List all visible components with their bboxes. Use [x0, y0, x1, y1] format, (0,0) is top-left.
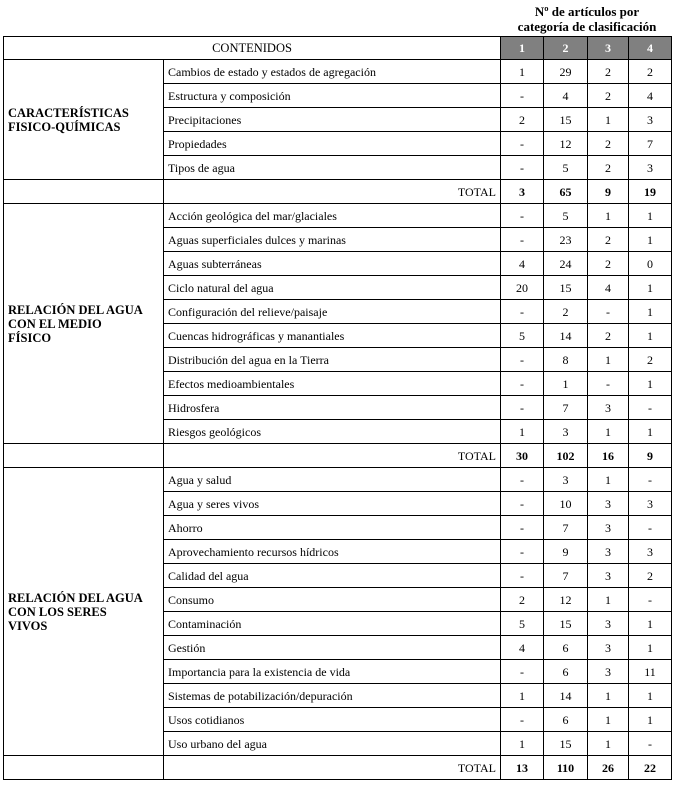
count-cell-col-4: - [629, 516, 672, 540]
section-title-line: RELACIÓN DEL AGUA [8, 302, 143, 317]
count-cell-col-2: 3 [544, 420, 588, 444]
section-title-line: RELACIÓN DEL AGUA [8, 590, 143, 605]
count-cell-col-2: 12 [544, 588, 588, 612]
count-cell-col-1: - [501, 540, 544, 564]
total-cell-col-4: 9 [629, 444, 672, 468]
total-cell-col-3: 9 [588, 180, 629, 204]
count-cell-col-2: 6 [544, 708, 588, 732]
content-label: Hidrosfera [164, 396, 501, 420]
count-cell-col-1: 1 [501, 420, 544, 444]
count-cell-col-1: - [501, 348, 544, 372]
total-blank-cell [4, 756, 164, 780]
content-label: Distribución del agua en la Tierra [164, 348, 501, 372]
count-cell-col-2: 15 [544, 612, 588, 636]
count-cell-col-4: 1 [629, 372, 672, 396]
section-title-line: CON LOS SERES [8, 604, 107, 619]
count-cell-col-1: - [501, 492, 544, 516]
count-cell-col-2: 7 [544, 396, 588, 420]
content-label: Cuencas hidrográficas y manantiales [164, 324, 501, 348]
count-cell-col-1: - [501, 228, 544, 252]
count-cell-col-2: 12 [544, 132, 588, 156]
count-cell-col-3: 2 [588, 132, 629, 156]
count-cell-col-1: 4 [501, 252, 544, 276]
count-cell-col-3: 3 [588, 396, 629, 420]
count-cell-col-2: 23 [544, 228, 588, 252]
count-cell-col-4: 3 [629, 492, 672, 516]
count-cell-col-4: 1 [629, 324, 672, 348]
content-label: Sistemas de potabilización/depuración [164, 684, 501, 708]
total-row [4, 444, 672, 468]
count-cell-col-4: - [629, 396, 672, 420]
total-cell-col-1: 13 [501, 756, 544, 780]
content-label: Consumo [164, 588, 501, 612]
total-cell-col-2: 102 [544, 444, 588, 468]
section-title-line: VIVOS [8, 618, 48, 633]
count-cell-col-2: 5 [544, 204, 588, 228]
content-label: Efectos medioambientales [164, 372, 501, 396]
column-header-3: 3 [588, 37, 629, 60]
count-cell-col-3: 1 [588, 684, 629, 708]
content-label: Aguas subterráneas [164, 252, 501, 276]
count-cell-col-3: 4 [588, 276, 629, 300]
count-cell-col-4: 1 [629, 708, 672, 732]
table-caption [502, 4, 672, 34]
count-cell-col-1: - [501, 132, 544, 156]
count-cell-col-1: 5 [501, 324, 544, 348]
section-title-line: CON EL MEDIO [8, 316, 102, 331]
total-cell-col-1: 30 [501, 444, 544, 468]
count-cell-col-3: 2 [588, 60, 629, 84]
total-label: TOTAL [164, 444, 501, 468]
count-cell-col-1: - [501, 564, 544, 588]
count-cell-col-2: 6 [544, 660, 588, 684]
section-title [4, 60, 164, 180]
content-label: Acción geológica del mar/glaciales [164, 204, 501, 228]
content-label: Aguas superficiales dulces y marinas [164, 228, 501, 252]
count-cell-col-1: 1 [501, 60, 544, 84]
count-cell-col-3: 1 [588, 468, 629, 492]
content-label: Agua y salud [164, 468, 501, 492]
count-cell-col-1: 5 [501, 612, 544, 636]
count-cell-col-2: 2 [544, 300, 588, 324]
count-cell-col-4: 1 [629, 276, 672, 300]
content-label: Precipitaciones [164, 108, 501, 132]
count-cell-col-4: 1 [629, 228, 672, 252]
count-cell-col-2: 7 [544, 516, 588, 540]
count-cell-col-3: 1 [588, 348, 629, 372]
count-cell-col-2: 5 [544, 156, 588, 180]
count-cell-col-4: 3 [629, 156, 672, 180]
total-row [4, 756, 672, 780]
column-header-2: 2 [544, 37, 588, 60]
count-cell-col-2: 6 [544, 636, 588, 660]
total-cell-col-4: 19 [629, 180, 672, 204]
count-cell-col-3: 1 [588, 108, 629, 132]
content-label: Estructura y composición [164, 84, 501, 108]
total-cell-col-3: 16 [588, 444, 629, 468]
count-cell-col-2: 8 [544, 348, 588, 372]
count-cell-col-4: - [629, 588, 672, 612]
section-title-line: FISICO-QUÍMICAS [8, 119, 121, 134]
count-cell-col-1: - [501, 396, 544, 420]
count-cell-col-4: 7 [629, 132, 672, 156]
count-cell-col-4: 2 [629, 348, 672, 372]
count-cell-col-4: 1 [629, 300, 672, 324]
count-cell-col-3: 3 [588, 636, 629, 660]
count-cell-col-1: 1 [501, 684, 544, 708]
total-cell-col-1: 3 [501, 180, 544, 204]
content-label: Contaminación [164, 612, 501, 636]
count-cell-col-1: - [501, 372, 544, 396]
count-cell-col-1: - [501, 84, 544, 108]
section-title [4, 468, 164, 756]
count-cell-col-1: - [501, 156, 544, 180]
count-cell-col-2: 10 [544, 492, 588, 516]
classification-table [3, 36, 672, 780]
content-label: Uso urbano del agua [164, 732, 501, 756]
content-label: Gestión [164, 636, 501, 660]
content-label: Ciclo natural del agua [164, 276, 501, 300]
count-cell-col-3: - [588, 300, 629, 324]
count-cell-col-3: 3 [588, 612, 629, 636]
total-blank-cell [4, 180, 164, 204]
table-row [4, 60, 672, 84]
column-header-4: 4 [629, 37, 672, 60]
count-cell-col-1: - [501, 300, 544, 324]
total-cell-col-3: 26 [588, 756, 629, 780]
count-cell-col-3: 2 [588, 84, 629, 108]
count-cell-col-4: 1 [629, 684, 672, 708]
count-cell-col-1: 4 [501, 636, 544, 660]
section-title-line: CARACTERÍSTICAS [8, 105, 129, 120]
count-cell-col-2: 14 [544, 324, 588, 348]
count-cell-col-1: 20 [501, 276, 544, 300]
table-body [4, 37, 672, 780]
total-blank-cell [4, 444, 164, 468]
count-cell-col-4: 1 [629, 420, 672, 444]
count-cell-col-1: - [501, 468, 544, 492]
content-label: Cambios de estado y estados de agregación [164, 60, 501, 84]
content-label: Calidad del agua [164, 564, 501, 588]
count-cell-col-1: - [501, 204, 544, 228]
count-cell-col-1: - [501, 708, 544, 732]
caption-line-2: categoría de clasificación [517, 19, 657, 34]
count-cell-col-4: 4 [629, 84, 672, 108]
count-cell-col-2: 1 [544, 372, 588, 396]
count-cell-col-2: 4 [544, 84, 588, 108]
count-cell-col-3: 2 [588, 228, 629, 252]
count-cell-col-2: 15 [544, 108, 588, 132]
count-cell-col-4: - [629, 732, 672, 756]
count-cell-col-3: 2 [588, 156, 629, 180]
total-label: TOTAL [164, 756, 501, 780]
total-label: TOTAL [164, 180, 501, 204]
content-label: Tipos de agua [164, 156, 501, 180]
count-cell-col-2: 15 [544, 276, 588, 300]
section-title-line: FÍSICO [8, 330, 52, 345]
count-cell-col-4: 1 [629, 636, 672, 660]
count-cell-col-1: - [501, 660, 544, 684]
content-label: Ahorro [164, 516, 501, 540]
content-label: Importancia para la existencia de vida [164, 660, 501, 684]
count-cell-col-2: 3 [544, 468, 588, 492]
content-label: Usos cotidianos [164, 708, 501, 732]
total-cell-col-4: 22 [629, 756, 672, 780]
header-row [4, 37, 672, 60]
count-cell-col-1: 1 [501, 732, 544, 756]
count-cell-col-2: 9 [544, 540, 588, 564]
count-cell-col-3: 2 [588, 324, 629, 348]
count-cell-col-3: 2 [588, 252, 629, 276]
count-cell-col-2: 15 [544, 732, 588, 756]
total-cell-col-2: 110 [544, 756, 588, 780]
column-header-1: 1 [501, 37, 544, 60]
count-cell-col-3: 3 [588, 564, 629, 588]
content-label: Riesgos geológicos [164, 420, 501, 444]
count-cell-col-3: 3 [588, 516, 629, 540]
content-label: Agua y seres vivos [164, 492, 501, 516]
count-cell-col-4: 3 [629, 540, 672, 564]
count-cell-col-3: 1 [588, 732, 629, 756]
count-cell-col-1: 2 [501, 108, 544, 132]
count-cell-col-3: 1 [588, 708, 629, 732]
count-cell-col-2: 7 [544, 564, 588, 588]
count-cell-col-4: 2 [629, 60, 672, 84]
count-cell-col-3: 3 [588, 492, 629, 516]
count-cell-col-3: 3 [588, 540, 629, 564]
count-cell-col-4: 11 [629, 660, 672, 684]
count-cell-col-3: 3 [588, 660, 629, 684]
content-label: Propiedades [164, 132, 501, 156]
count-cell-col-1: 2 [501, 588, 544, 612]
contents-header: CONTENIDOS [4, 37, 501, 60]
count-cell-col-3: 1 [588, 588, 629, 612]
count-cell-col-4: 3 [629, 108, 672, 132]
section-title [4, 204, 164, 444]
content-label: Configuración del relieve/paisaje [164, 300, 501, 324]
table-row [4, 468, 672, 492]
count-cell-col-2: 14 [544, 684, 588, 708]
count-cell-col-3: 1 [588, 204, 629, 228]
count-cell-col-2: 24 [544, 252, 588, 276]
total-cell-col-2: 65 [544, 180, 588, 204]
count-cell-col-3: - [588, 372, 629, 396]
count-cell-col-1: - [501, 516, 544, 540]
count-cell-col-2: 29 [544, 60, 588, 84]
count-cell-col-4: 1 [629, 612, 672, 636]
caption-line-1: Nº de artículos por [534, 4, 640, 19]
count-cell-col-3: 1 [588, 420, 629, 444]
content-label: Aprovechamiento recursos hídricos [164, 540, 501, 564]
count-cell-col-4: - [629, 468, 672, 492]
table-row [4, 204, 672, 228]
count-cell-col-4: 0 [629, 252, 672, 276]
count-cell-col-4: 1 [629, 204, 672, 228]
total-row [4, 180, 672, 204]
count-cell-col-4: 2 [629, 564, 672, 588]
